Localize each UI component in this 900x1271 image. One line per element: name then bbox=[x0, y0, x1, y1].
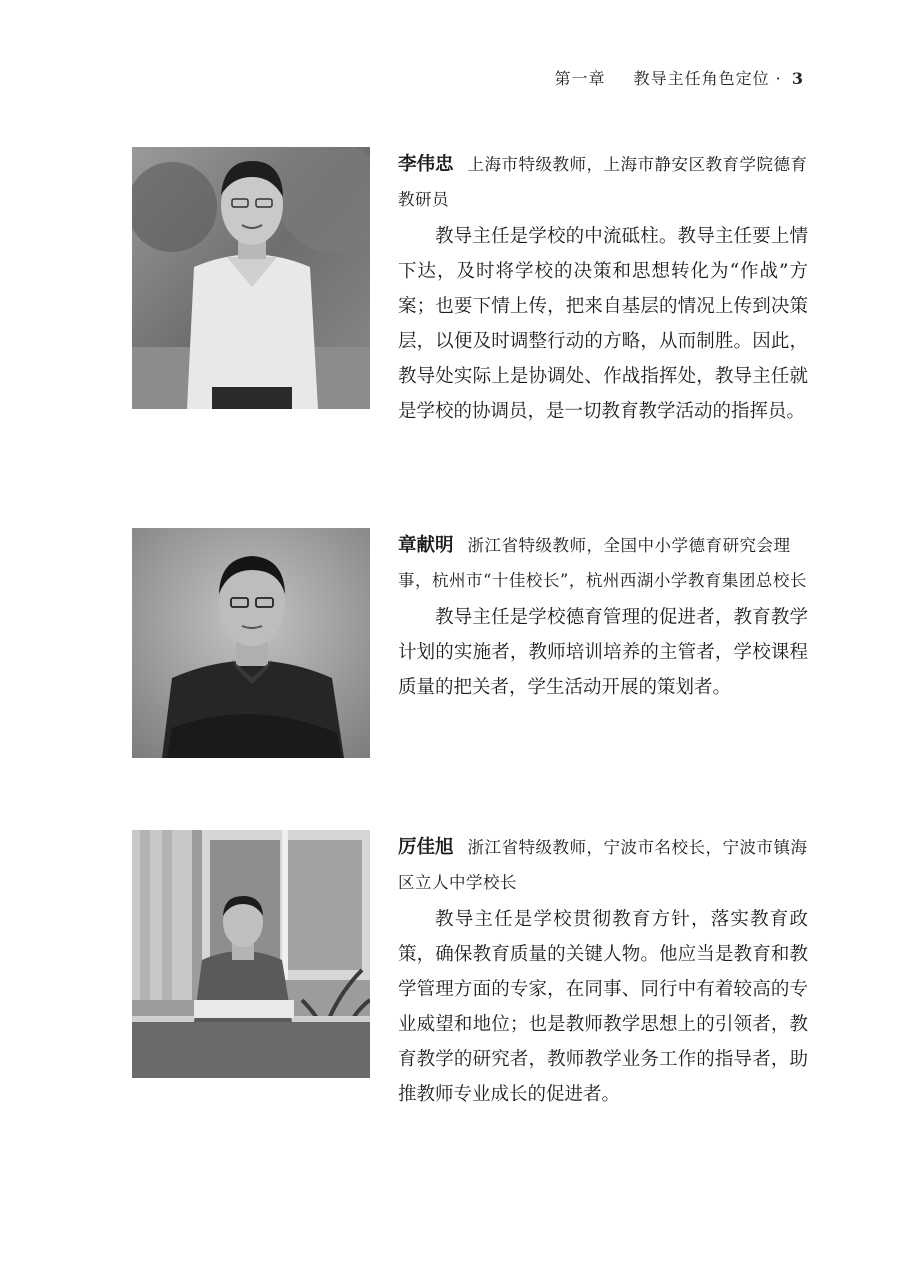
profile-heading bbox=[398, 528, 808, 598]
portrait-photo bbox=[132, 528, 370, 758]
quote-paragraph: 教导主任是学校的中流砥柱。教导主任要上情下达，及时将学校的决策和思想转化为“作战”方案；也要下情上传，把来自基层的情况上传到决策层，以便及时调整行动的方略，从而制胜。因此，教导处实际上是协调处、作战指挥处，教导主任就是学校的协调员，是一切教育教学活动的指挥员。 bbox=[398, 226, 808, 422]
separator-dot: · bbox=[775, 69, 782, 88]
quote-paragraph: 教导主任是学校贯彻教育方针，落实教育政策，确保教育质量的关键人物。他应当是教育和教学管理方面的专家，在同事、同行中有着较高的专业威望和地位；也是教师教学思想上的引领者，教育教学的研究者，教师教学业务工作的指导者，助推教师专业成长的促进者。 bbox=[398, 909, 808, 1105]
chapter-title: 教导主任角色定位 bbox=[633, 69, 770, 88]
person-name: 厉佳旭 bbox=[398, 837, 454, 858]
portrait-photo bbox=[132, 830, 370, 1078]
profile-heading bbox=[398, 830, 808, 900]
chapter-label: 第一章 bbox=[554, 69, 606, 88]
quote-paragraph: 教导主任是学校德育管理的促进者，教育教学计划的实施者，教师培训培养的主管者，学校课程质量的把关者，学生活动开展的策划者。 bbox=[398, 607, 808, 698]
person-title: 上海市特级教师，上海市静安区教育学院德育教研员 bbox=[398, 155, 808, 209]
running-head bbox=[554, 66, 804, 89]
person-title: 浙江省特级教师，宁波市名校长，宁波市镇海区立人中学校长 bbox=[398, 838, 808, 892]
person-name: 章献明 bbox=[398, 535, 454, 556]
person-title: 浙江省特级教师，全国中小学德育研究会理事，杭州市“十佳校长”，杭州西湖小学教育集团总校长 bbox=[398, 536, 807, 590]
page-number: 3 bbox=[791, 69, 804, 88]
person-name: 李伟忠 bbox=[398, 154, 454, 175]
profile-heading bbox=[398, 147, 808, 217]
portrait-photo bbox=[132, 147, 370, 409]
